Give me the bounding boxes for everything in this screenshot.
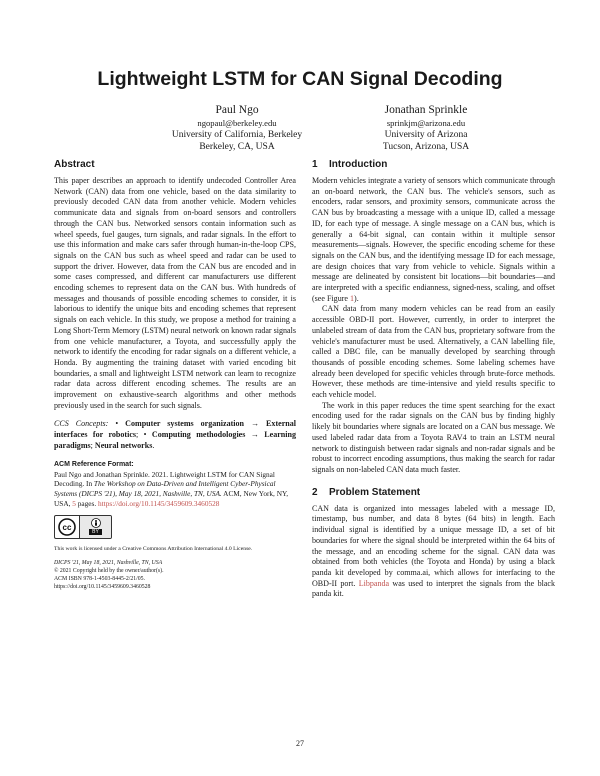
section-title: Problem Statement: [329, 486, 421, 498]
isbn-line: ACM ISBN 978-1-4503-8445-2/21/05.: [54, 576, 145, 583]
acm-reference: [54, 470, 296, 509]
ccs-concept: Learning paradigms: [54, 430, 297, 450]
libpanda-link[interactable]: Libpanda: [358, 578, 390, 588]
author-location: Tucson, Arizona, USA: [382, 142, 470, 152]
problem-paragraph: [312, 504, 555, 600]
abstract-text: This paper describes an approach to identify undecoded Controller Area Network (CAN) data from one vehicle, based on the data similarity to previously decoded CAN data from another vehicle. Modern vehicles communicate data and signals from on-board sensors and controllers through the CAN bus. Networked sensors contain information such as wheel speeds, fuel gauges, turn signals, and radar signals. In the effort to use this information and make cars safer through human-in-the-loop CPS, signals on the CAN bus such as wheel speed and radar can be used to support the driver. However, data from the CAN bus are encoded and in some cases compressed, and different car manufacturers use different encoding schemes to represent data on the CAN bus. With hundreds of messages and thousands of possible encoding schemes to consider, it is laborious to identify the unique bits and encoding schemes that represent signals on each vehicle. In this study, we propose a method for training a Long Short-Term Memory (LSTM) neural network on known radar signals from one vehicle manufacturer, a Toyota, and successfully apply the network to identify the encoding for radar signals on a different vehicle, a Honda. By augmenting the training dataset with varied encoding bit boundaries, a small and lightweight LSTM network can learn to recognize radar data across different encoding schemes. The results are an improvement on exhaustive-search algorithms and other methods previously used in the search for such signals.: [54, 176, 296, 410]
intro-paragraph: [312, 176, 555, 304]
section-number: 1: [312, 159, 318, 170]
paragraph-text: was used to interpret the signals from the black panda kit.: [312, 578, 555, 599]
ccs-concepts: CCS Concepts: • Computer systems organization → External interfaces for robotics; • Computing methodologies → Learning paradigms; Neural networks.: [54, 419, 297, 450]
ref-text: Paul Ngo and Jonathan Sprinkle. 2021. Lightweight LSTM for CAN Signal Decoding. In: [54, 469, 275, 489]
pages-link[interactable]: 5: [72, 498, 76, 508]
paragraph-text: Modern vehicles integrate a variety of sensors which communicate through an on-board network, the CAN bus. The vehicle's sensors, such as encoders, radar sensors, and proximity sensors, communicate across the CAN bus by broadcasting a message with a unique ID, called a message ID, for each type of message. A single message on a CAN bus, which is generally a 64-bit signal, can contain within it multiple sensor measurements—signals. However, the specific encoding scheme for these signals on the CAN bus, and the identifying message ID for each message, are design choices that vary from vehicle to vehicle. Signals within a message are delineated by consistent bit locations—bit boundaries—and are interpreted with a specific endianness, signed-ness, scaling, and offset (see Figure: [312, 176, 555, 303]
by-text: BY: [89, 529, 102, 535]
author-affiliation: University of Arizona: [384, 130, 468, 140]
license-text: This work is licensed under a Creative Commons Attribution International 4.0 License.: [54, 545, 253, 552]
cc-icon: [55, 516, 80, 538]
cc-by-badge[interactable]: [54, 515, 112, 539]
paper-title: Lightweight LSTM for CAN Signal Decoding: [97, 68, 503, 90]
author-name: Paul Ngo: [215, 104, 259, 116]
conference-line: DICPS '21, May 18, 2021, Nashville, TN, USA: [54, 559, 163, 566]
author-name: Jonathan Sprinkle: [384, 104, 468, 116]
page-number: 27: [296, 739, 304, 748]
cc-text: cc: [62, 522, 72, 532]
abstract-heading: Abstract: [54, 159, 95, 170]
ccs-concept: Computer systems organization: [125, 419, 245, 429]
ccs-concept: Computing methodologies: [151, 430, 246, 440]
intro-paragraph: CAN data from many modern vehicles can be read from an easily accessible OBD-II port. However, currently, in order to interpret the unlabeled stream of data from the CAN bus, proprietary software from the vehicle's manufacturer must be used. Alternatively, a CAN labelling file, called a DBC file, can be manually developed by searching through thousands of possible encoding schemes. Some labeling schemes have already been developed for specific vehicles through brute-force methods. However, these methods are time-intensive and yield results specific to each vehicle model.: [312, 304, 555, 400]
ccs-concept: Neural networks: [94, 440, 153, 450]
by-icon: [80, 516, 111, 538]
ccs-label: CCS Concepts:: [54, 419, 109, 429]
problem-heading: [312, 486, 555, 500]
paragraph-text: CAN data is organized into messages labeled with a message ID, timestamp, bus number, and data 8 bytes (64 bits) in length. Each individual signal is identified by a unique message ID, a set of bit boundaries for where the signal should be interpreted within the 64 bits of the message, and an encoding scheme for the signal. CAN data was obtained from both vehicles (the Toyota and Honda) by using a black panda kit developed by comma.ai, which allows for interfacing to the OBD-II port.: [312, 503, 555, 588]
right-column: [312, 158, 555, 600]
author-affiliation: University of California, Berkeley: [171, 130, 303, 140]
intro-paragraph: The work in this paper reduces the time spent searching for the exact encoding used for the radar signals on the CAN bus by finding highly likely bit boundaries where signals are located on a CAN bus message. We used labeled radar data from a Toyota RAV4 to train an LSTM neural network to distinguish between radar signals and non-radar signals and be robust to incorrect encoding assumptions, thus making the search for radar signals on non-labeled CAN data much faster.: [312, 400, 555, 474]
ref-text: pages.: [75, 498, 98, 508]
intro-heading: [312, 158, 555, 172]
author-email: sprinkjm@arizona.edu: [386, 118, 466, 128]
author-email: ngopaul@berkeley.edu: [197, 118, 277, 128]
section-title: Introduction: [329, 159, 388, 170]
acm-ref-heading: ACM Reference Format:: [54, 460, 134, 468]
ref-text: ACM, New York, NY, USA,: [54, 489, 289, 508]
section-number: 2: [312, 486, 318, 498]
left-column: [54, 158, 296, 592]
doi-line: https://doi.org/10.1145/3459609.3460528: [54, 584, 151, 591]
paragraph-text: ).: [354, 293, 359, 303]
doi-link[interactable]: https://doi.org/10.1145/3459609.3460528: [98, 498, 220, 508]
author-location: Berkeley, CA, USA: [199, 142, 275, 152]
author-2: [306, 103, 546, 153]
ref-venue: The Workshop on Data-Driven and Intelligent Cyber-Physical Systems (DICPS '21), May 18, 2021, Nashville, TN, USA.: [54, 479, 276, 499]
figure-link[interactable]: 1: [350, 293, 355, 303]
ccs-concept: External interfaces for robotics: [54, 419, 296, 440]
copyright-line: © 2021 Copyright held by the owner/author(s).: [54, 567, 164, 574]
conference-info: [54, 559, 296, 592]
